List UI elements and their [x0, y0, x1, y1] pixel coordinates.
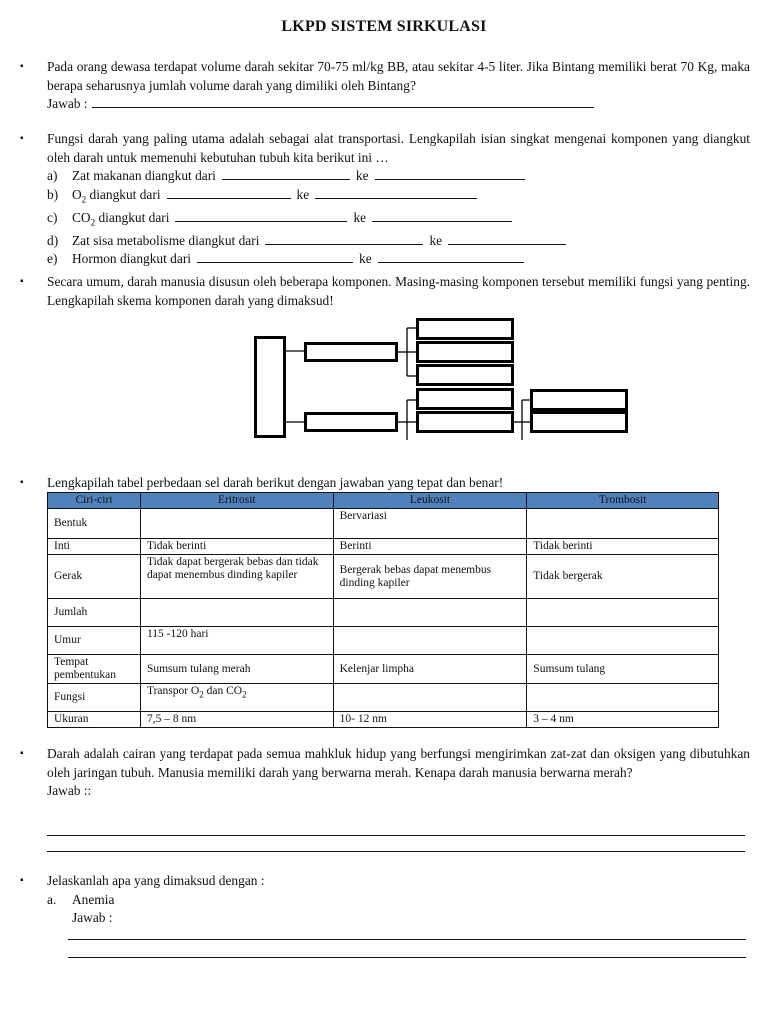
- question-3: [20, 273, 750, 310]
- answer-label: Jawab ::: [47, 783, 92, 798]
- fill-blank-from[interactable]: [222, 167, 350, 180]
- question-3-text: Secara umum, darah manusia disusun oleh beberapa komponen. Masing-masing komponen tersebut memiliki fungsi yang penting. Lengkapilah skema komponen darah yang dimaksud!: [47, 274, 750, 308]
- table-cell-input[interactable]: [527, 599, 719, 627]
- fill-blank-to[interactable]: [448, 232, 566, 245]
- answer-field[interactable]: [92, 95, 594, 108]
- table-cell-input[interactable]: [333, 599, 527, 627]
- table-row: Ukuran 7,5 – 8 nm 10- 12 nm 3 – 4 nm: [48, 712, 719, 728]
- diagram-box-level4[interactable]: [530, 411, 628, 433]
- question-1-text: Pada orang dewasa terdapat volume darah sekitar 70-75 ml/kg BB, atau sekitar 4-5 liter. Jika Bintang memiliki berat 70 Kg, maka berapa seharusnya jumlah volume darah yang dimiliki oleh Bintang?: [47, 59, 750, 93]
- fill-blank-from[interactable]: [167, 186, 291, 199]
- question-4-text: Lengkapilah tabel perbedaan sel darah berikut dengan jawaban yang tepat dan benar!: [47, 475, 504, 490]
- table-row: Tempat pembentukan Sumsum tulang merah Kelenjar limpha Sumsum tulang: [48, 655, 719, 684]
- blood-component-diagram: [250, 316, 630, 440]
- diagram-box-level3[interactable]: [416, 318, 514, 340]
- blood-cell-table: [47, 492, 719, 728]
- table-row: Gerak Tidak dapat bergerak bebas dan tidak dapat menembus dinding kapiler Bergerak bebas dapat menembus dinding kapiler Tidak bergerak: [48, 555, 719, 599]
- answer-line[interactable]: [68, 940, 746, 958]
- sub-question-a: Anemia: [72, 891, 115, 907]
- fill-blank-to[interactable]: [375, 167, 525, 180]
- table-row: Jumlah: [48, 599, 719, 627]
- table-header: Eritrosit: [140, 493, 333, 509]
- table-cell-input[interactable]: [527, 627, 719, 655]
- question-2: [20, 130, 750, 269]
- table-header: Trombosit: [527, 493, 719, 509]
- question-1: [20, 58, 750, 114]
- table-cell-input[interactable]: [527, 684, 719, 712]
- diagram-box-level3[interactable]: [416, 388, 514, 410]
- answer-label: Jawab :: [72, 910, 113, 925]
- table-row: Bentuk Bervariasi: [48, 509, 719, 539]
- bullet-icon: ▪: [20, 477, 24, 488]
- fill-item-b: b) $O_2$ diangkut dari ke: [47, 186, 750, 209]
- bullet-icon: ▪: [20, 875, 24, 886]
- fill-blank-to[interactable]: [378, 250, 524, 263]
- bullet-icon: ▪: [20, 61, 24, 72]
- fill-blank-to[interactable]: [372, 209, 512, 222]
- question-5-text: Darah adalah cairan yang terdapat pada semua mahkluk hidup yang berfungsi mengirimkan zat-zat dan oksigen yang dibutuhkan oleh jaringan tubuh. Manusia memiliki darah yang berwarna merah. Kenapa darah manusia berwarna merah?: [47, 746, 750, 780]
- answer-line[interactable]: [47, 834, 745, 852]
- fill-item-c: c) $CO_2$ diangkut dari ke: [47, 209, 750, 232]
- diagram-box-level3[interactable]: [416, 341, 514, 363]
- fill-item-a: a) Zat makanan diangkut dari ke: [47, 167, 750, 186]
- table-cell-input[interactable]: [140, 599, 333, 627]
- answer-line[interactable]: [68, 922, 746, 940]
- fill-blank-from[interactable]: [175, 209, 347, 222]
- table-header: Ciri-ciri: [48, 493, 141, 509]
- page-title: LKPD SISTEM SIRKULASI: [281, 18, 487, 35]
- table-cell-input[interactable]: [527, 509, 719, 539]
- fill-item-d: d) Zat sisa metabolisme diangkut dari ke: [47, 232, 750, 251]
- diagram-box-level3[interactable]: [416, 411, 514, 433]
- table-header-row: [48, 493, 719, 509]
- diagram-box-level2[interactable]: [304, 342, 398, 362]
- answer-label: Jawab :: [47, 96, 88, 111]
- question-5: [20, 745, 750, 801]
- diagram-box-darah[interactable]: [254, 336, 286, 438]
- diagram-box-level4[interactable]: [530, 389, 628, 411]
- table-row: Fungsi Transpor $O_2$ dan $CO_2$: [48, 684, 719, 712]
- diagram-box-level2[interactable]: [304, 412, 398, 432]
- table-header: Leukosit: [333, 493, 527, 509]
- bullet-icon: ▪: [20, 276, 24, 287]
- fill-item-e: e) Hormon diangkut dari ke: [47, 250, 750, 269]
- question-6: ▪ Jelaskanlah apa yang dimaksud dengan : a. Anemia Jawab :: [20, 872, 750, 928]
- fill-blank-from[interactable]: [265, 232, 423, 245]
- table-row: Inti Tidak berinti Berinti Tidak berinti: [48, 539, 719, 555]
- fill-blank-to[interactable]: [315, 186, 477, 199]
- diagram-box-level3[interactable]: [416, 364, 514, 386]
- bullet-icon: ▪: [20, 748, 24, 759]
- question-6-text: Jelaskanlah apa yang dimaksud dengan :: [47, 873, 265, 888]
- bullet-icon: ▪: [20, 133, 24, 144]
- question-4: [20, 474, 750, 493]
- question-2-text: Fungsi darah yang paling utama adalah sebagai alat transportasi. Lengkapilah isian singkat mengenai komponen yang diangkut oleh darah untuk memenuhi kebutuhan tubuh kita berikut ini …: [47, 131, 750, 165]
- table-row: Umur 115 -120 hari: [48, 627, 719, 655]
- table-cell-input[interactable]: [333, 684, 527, 712]
- table-cell-input[interactable]: [333, 627, 527, 655]
- table-cell-input[interactable]: [140, 509, 333, 539]
- fill-blank-from[interactable]: [197, 250, 353, 263]
